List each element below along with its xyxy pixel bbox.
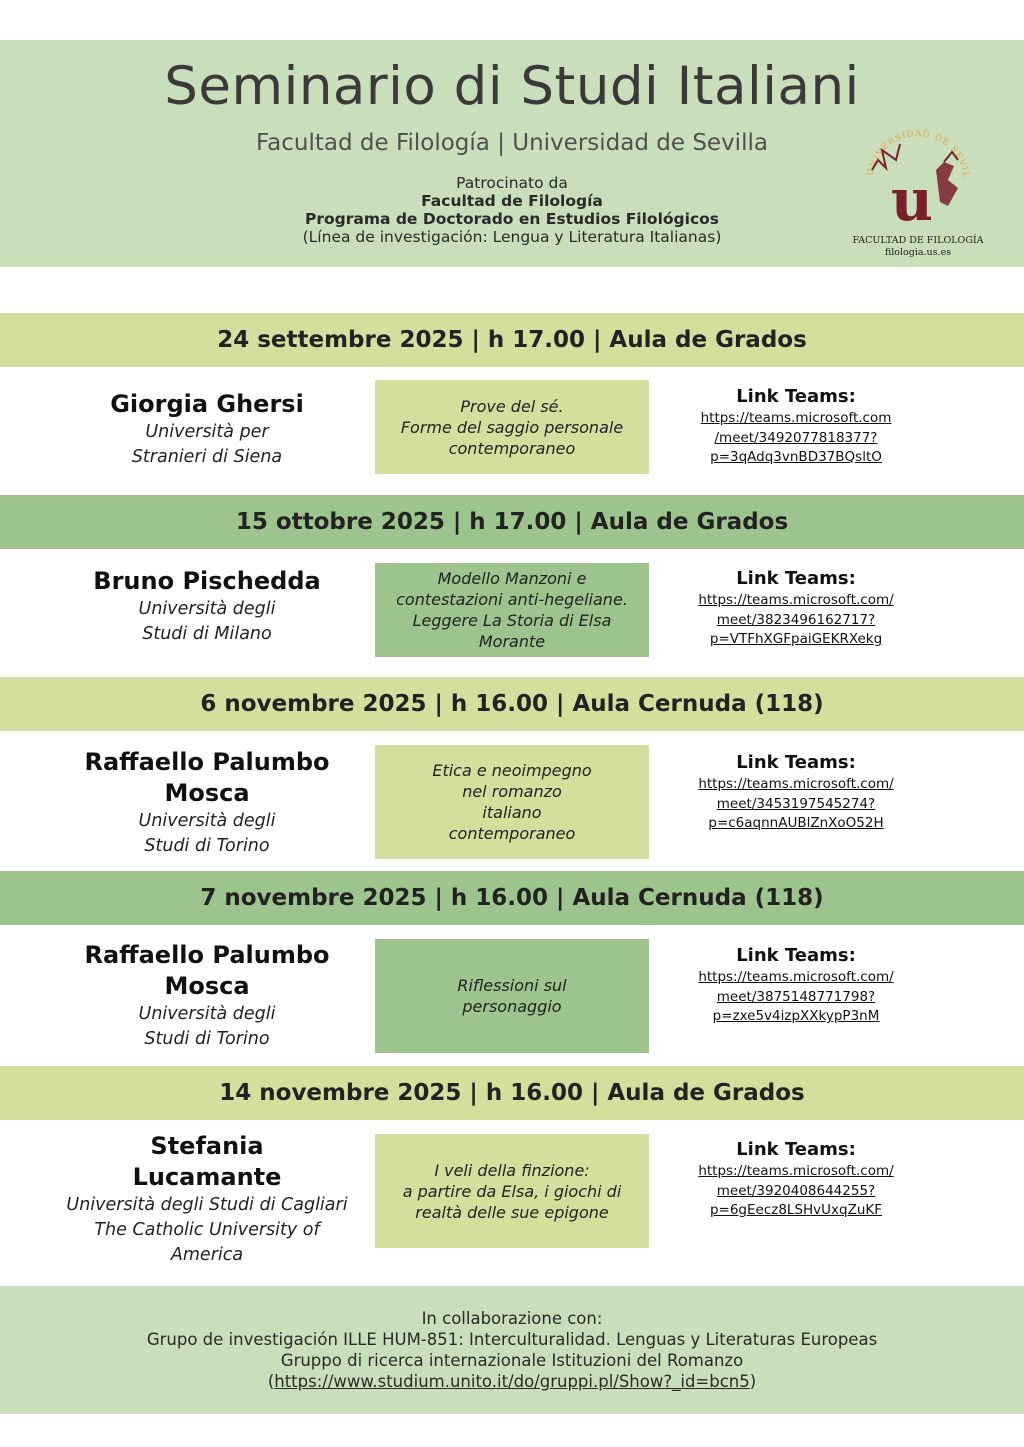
logo-caption-url: filologia.us.es bbox=[884, 247, 952, 258]
speaker-affiliation: Stranieri di Siena bbox=[131, 447, 283, 467]
teams-link[interactable]: https://teams.microsoft.com bbox=[700, 410, 892, 426]
header-banner bbox=[0, 40, 1024, 267]
teams-label: Link Teams: bbox=[736, 945, 856, 966]
talk-topic-line: Leggere La Storia di Elsa bbox=[412, 611, 612, 630]
sponsor-doctorate: Programa de Doctorado en Estudios Filológicos bbox=[304, 210, 720, 228]
teams-link[interactable]: meet/3920408644255? bbox=[716, 1182, 876, 1199]
teams-link[interactable]: meet/3875148771798? bbox=[716, 988, 876, 1005]
teams-link[interactable]: p=zxe5v4izpXXkypP3nM bbox=[712, 1008, 880, 1024]
svg-text:UNIVERSIDAD DE SEVILLA: UNIVERSIDAD DE SEVIL bbox=[865, 128, 971, 180]
university-logo bbox=[848, 110, 988, 260]
footer-paren-open: ( bbox=[267, 1372, 275, 1391]
page-title: Seminario di Studi Italiani bbox=[164, 56, 860, 117]
talk-topic-line: Riflessioni sul bbox=[457, 976, 567, 995]
footer-group-2: Gruppo di ricerca internazionale Istituzioni del Romanzo bbox=[280, 1351, 744, 1370]
teams-link[interactable]: p=VTFhXGFpaiGEKRXekg bbox=[709, 631, 883, 647]
event-date-band: 14 novembre 2025 | h 16.00 | Aula de Grados bbox=[0, 1066, 1024, 1120]
teams-label: Link Teams: bbox=[736, 568, 856, 589]
speaker-name: Lucamante bbox=[132, 1163, 282, 1191]
speaker-affiliation: The Catholic University of bbox=[94, 1220, 320, 1240]
event-date-band: 15 ottobre 2025 | h 17.00 | Aula de Grados bbox=[0, 495, 1024, 549]
teams-label: Link Teams: bbox=[736, 752, 856, 773]
speaker-name: Mosca bbox=[164, 972, 250, 1000]
footer-link-line bbox=[0, 1371, 1024, 1392]
speaker-name: Raffaello Palumbo bbox=[84, 748, 330, 776]
teams-link[interactable]: /meet/3492077818377? bbox=[714, 429, 878, 446]
talk-topic-line: I veli della finzione: bbox=[434, 1160, 590, 1180]
logo-caption-faculty: FACULTAD DE FILOLOGÍA bbox=[852, 235, 984, 246]
university-seal-icon bbox=[848, 110, 988, 235]
speaker-affiliation: Università degli bbox=[138, 811, 276, 831]
teams-link-block[interactable] bbox=[676, 944, 916, 1027]
logo-caption bbox=[848, 235, 988, 259]
speaker-name: Bruno Pischedda bbox=[93, 567, 321, 595]
talk-topic-line: contemporaneo bbox=[448, 824, 576, 843]
talk-topic-line: Forme del saggio personale bbox=[400, 417, 624, 437]
talk-topic-line: personaggio bbox=[462, 997, 562, 1016]
teams-link[interactable]: https://teams.microsoft.com/ bbox=[698, 592, 894, 608]
page-subtitle: Facultad de Filología | Universidad de Sevilla bbox=[256, 130, 768, 156]
svg-text:u: u bbox=[890, 166, 934, 234]
speaker-affiliation: Università degli bbox=[138, 1004, 276, 1024]
talk-topic-line: realtà delle sue epigone bbox=[415, 1202, 609, 1222]
event-speaker bbox=[56, 940, 358, 1052]
speaker-name: Giorgia Ghersi bbox=[110, 390, 304, 418]
speaker-affiliation: Studi di Torino bbox=[144, 836, 270, 856]
event-speaker bbox=[56, 566, 358, 647]
speaker-name: Raffaello Palumbo bbox=[84, 941, 330, 969]
teams-link[interactable]: https://teams.microsoft.com/ bbox=[698, 1163, 894, 1179]
teams-link-block[interactable] bbox=[676, 567, 916, 650]
event-date-band: 6 novembre 2025 | h 16.00 | Aula Cernuda (118) bbox=[0, 677, 1024, 731]
talk-topic-box bbox=[375, 745, 649, 859]
teams-link[interactable]: meet/3823496162717? bbox=[716, 611, 876, 628]
teams-link[interactable]: meet/3453197545274? bbox=[716, 795, 876, 812]
event-date-band: 7 novembre 2025 | h 16.00 | Aula Cernuda (118) bbox=[0, 871, 1024, 925]
sponsor-faculty: Facultad de Filología bbox=[421, 192, 603, 210]
teams-link[interactable]: p=c6aqnnAUBlZnXoO52H bbox=[708, 815, 884, 831]
talk-topic-box bbox=[375, 563, 649, 657]
sponsor-intro: Patrocinato da bbox=[456, 174, 568, 192]
speaker-affiliation: Studi di Torino bbox=[144, 1029, 270, 1049]
talk-topic-line: Morante bbox=[478, 632, 546, 651]
teams-link[interactable]: p=6gEecz8LSHvUxqZuKF bbox=[709, 1202, 883, 1218]
speaker-affiliation: Università degli bbox=[138, 599, 276, 619]
teams-link-block[interactable] bbox=[676, 385, 916, 468]
event-speaker bbox=[56, 747, 358, 859]
teams-label: Link Teams: bbox=[736, 1139, 856, 1160]
event-date-band: 24 settembre 2025 | h 17.00 | Aula de Grados bbox=[0, 313, 1024, 367]
talk-topic-line: Modello Manzoni e bbox=[437, 569, 587, 588]
talk-topic-line: contestazioni anti-hegeliane. bbox=[396, 590, 628, 609]
speaker-affiliation: Università per bbox=[145, 422, 269, 442]
talk-topic-box bbox=[375, 380, 649, 474]
event-speaker bbox=[56, 1131, 358, 1268]
talk-topic-line: Etica e neoimpegno bbox=[432, 761, 592, 780]
talk-topic-line: italiano bbox=[482, 803, 542, 822]
teams-link[interactable]: p=3qAdq3vnBD37BQsltO bbox=[710, 449, 882, 465]
talk-topic-box bbox=[375, 1134, 649, 1248]
speaker-affiliation: Università degli Studi di Cagliari bbox=[66, 1195, 348, 1215]
footer-group-link[interactable]: https://www.studium.unito.it/do/gruppi.pl/Show?_id=bcn5 bbox=[274, 1372, 750, 1391]
teams-link[interactable]: https://teams.microsoft.com/ bbox=[698, 969, 894, 985]
talk-topic-line: contemporaneo bbox=[448, 438, 576, 458]
footer-collab-label: In collaborazione con: bbox=[421, 1309, 603, 1328]
footer-group-1: Grupo de investigación ILLE HUM-851: Interculturalidad. Lenguas y Literaturas Europeas bbox=[146, 1330, 878, 1349]
talk-topic-line: a partire da Elsa, i giochi di bbox=[402, 1181, 622, 1201]
footer-paren-close: ) bbox=[749, 1372, 757, 1391]
event-speaker bbox=[56, 389, 358, 470]
talk-topic-line: nel romanzo bbox=[462, 782, 562, 801]
teams-label: Link Teams: bbox=[736, 386, 856, 407]
speaker-affiliation: Studi di Milano bbox=[142, 624, 272, 644]
footer-banner bbox=[0, 1286, 1024, 1414]
teams-link-block[interactable] bbox=[676, 751, 916, 834]
sponsor-research-line: (Línea de investigación: Lengua y Literatura Italianas) bbox=[302, 228, 722, 246]
speaker-name: Stefania bbox=[150, 1132, 264, 1160]
teams-link-block[interactable] bbox=[676, 1138, 916, 1221]
talk-topic-line: Prove del sé. bbox=[460, 396, 564, 416]
speaker-affiliation: America bbox=[170, 1245, 244, 1265]
speaker-name: Mosca bbox=[164, 779, 250, 807]
talk-topic-box bbox=[375, 939, 649, 1053]
teams-link[interactable]: https://teams.microsoft.com/ bbox=[698, 776, 894, 792]
